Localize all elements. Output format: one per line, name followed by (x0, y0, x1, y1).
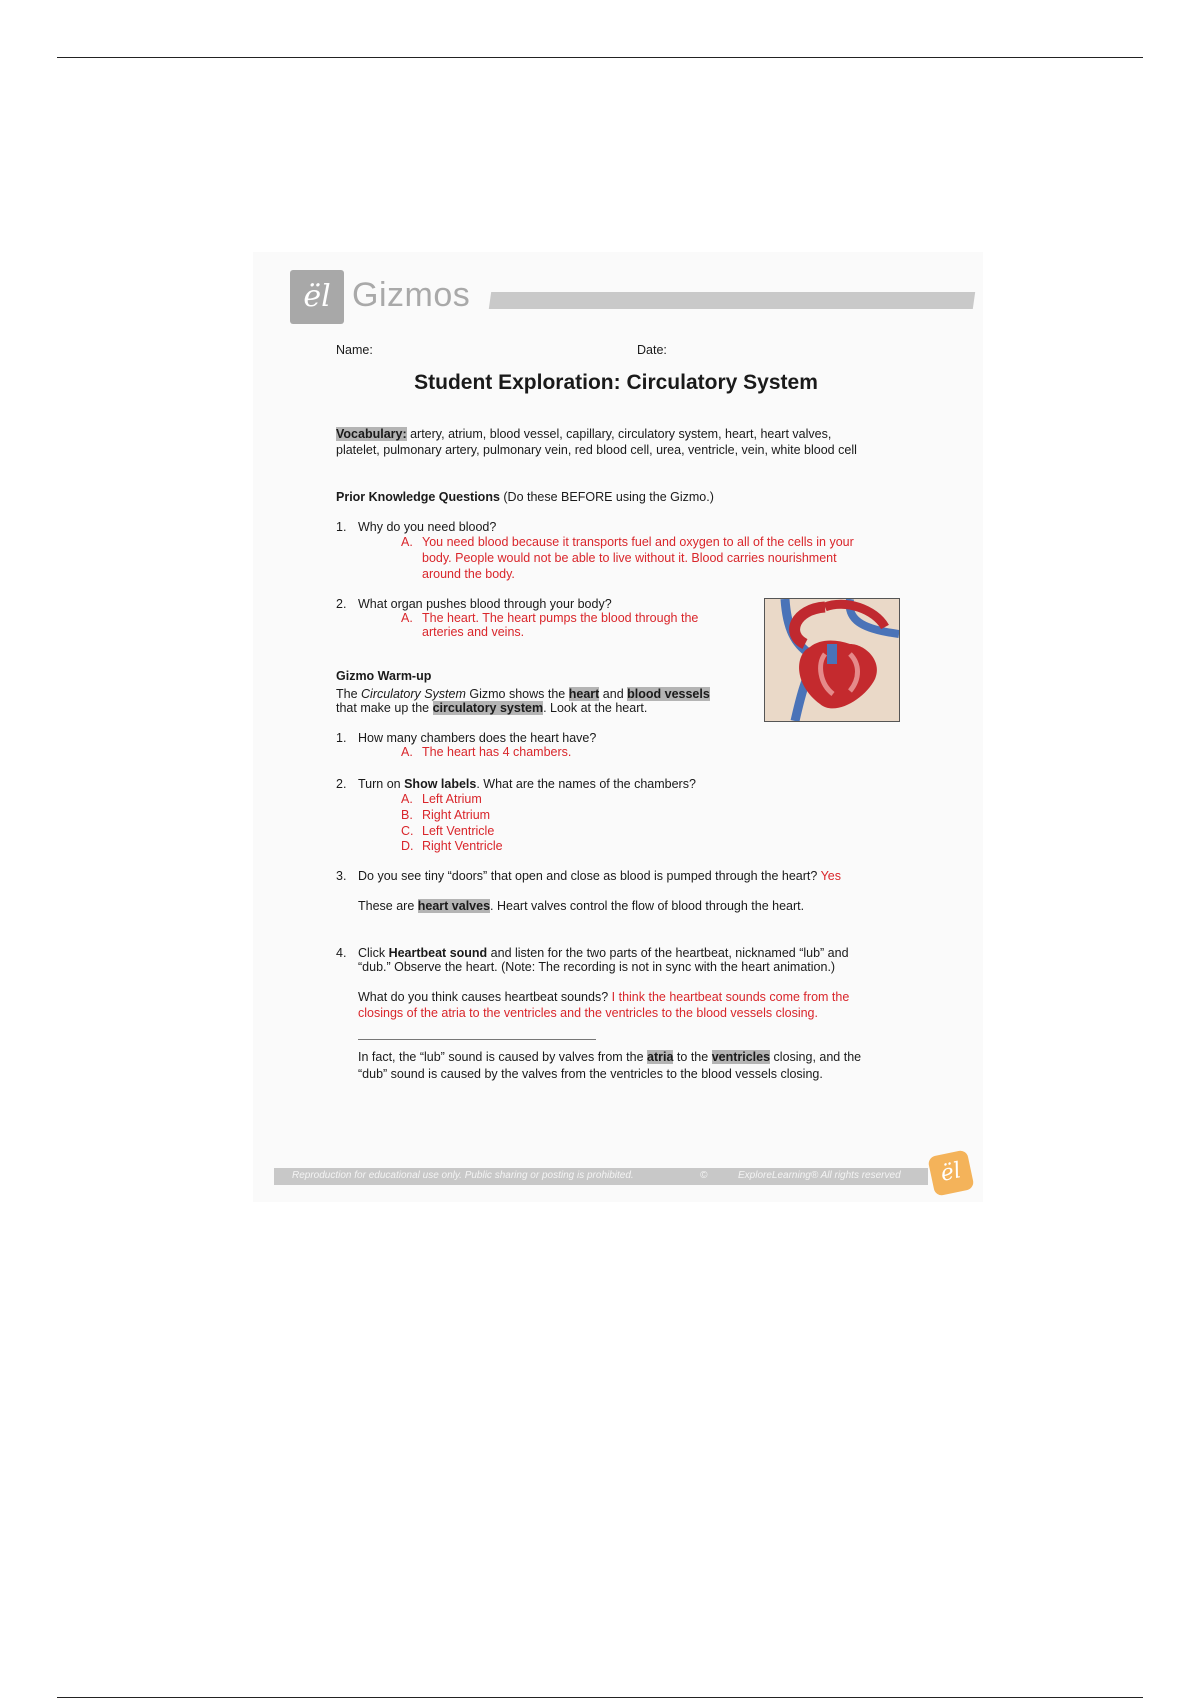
prior-q2-answer-letter: A. (401, 611, 413, 625)
warmup-intro-line-2: that make up the circulatory system. Look at the heart. (336, 701, 648, 715)
heart-valves-note: These are heart valves. Heart valves control the flow of blood through the heart. (358, 899, 805, 913)
warmup-q1-question: How many chambers does the heart have? (358, 731, 597, 745)
term-atria: atria (647, 1050, 674, 1064)
warmup-q3-answer: Yes (817, 869, 841, 883)
warmup-q1-answer-letter: A. (401, 745, 413, 759)
warmup-q4-line-2: “dub.” Observe the heart. (Note: The recording is not in sync with the heart animation.) (358, 960, 836, 974)
term-heart-valves: heart valves (417, 899, 491, 913)
top-rule (57, 57, 1143, 58)
chamber-answer: Right Ventricle (422, 839, 503, 853)
prior-q1-answer-letter: A. (401, 535, 413, 549)
warmup-q4-line-1: Click Heartbeat sound and listen for the two parts of the heartbeat, nicknamed “lub” and (358, 946, 849, 960)
prior-q1-number: 1. (336, 520, 347, 534)
explorelearning-footer-logo: ël (927, 1149, 974, 1196)
warmup-q1-number: 1. (336, 731, 347, 745)
term-ventricles: ventricles (711, 1050, 771, 1064)
prior-q2-number: 2. (336, 597, 347, 611)
vocabulary-terms-1: artery, atrium, blood vessel, capillary, circulatory system, heart, heart valves, (406, 427, 832, 441)
chamber-answer: Left Ventricle (422, 824, 495, 838)
chamber-answer-letter: C. (401, 824, 414, 838)
chamber-answer: Left Atrium (422, 792, 482, 806)
prior-q1-answer-line: body. People would not be able to live without it. Blood carries nourishment (422, 551, 837, 565)
prior-q2-answer-line: arteries and veins. (422, 625, 525, 639)
warmup-q4-answer: I think the heartbeat sounds come from the (608, 990, 850, 1004)
warmup-q4-answer-line-2: closings of the atria to the ventricles and the ventricles to the blood vessels closing. (358, 1006, 818, 1020)
warmup-q4-question: What do you think causes heartbeat sounds? I think the heartbeat sounds come from the (358, 990, 850, 1004)
footer-reproduction-notice: Reproduction for educational use only. Public sharing or posting is prohibited. (292, 1170, 634, 1181)
bottom-rule (57, 1697, 1143, 1698)
prior-q1-answer-line: You need blood because it transports fuel and oxygen to all of the cells in your (422, 535, 854, 549)
warmup-intro-line-1: The Circulatory System Gizmo shows the heart and blood vessels (336, 687, 710, 701)
warmup-q4-number: 4. (336, 946, 347, 960)
lub-dub-fact-line-2: “dub” sound is caused by the valves from the ventricles to the blood vessels closing. (358, 1067, 823, 1081)
lub-dub-fact-line-1: In fact, the “lub” sound is caused by valves from the atria to the ventricles closing, and the (358, 1050, 862, 1064)
warmup-q1-answer: The heart has 4 chambers. (422, 745, 572, 759)
vocabulary-line-1 (336, 426, 831, 442)
prior-q1-answer-line: around the body. (422, 567, 515, 581)
chamber-answer: Right Atrium (422, 808, 491, 822)
warmup-q2-question: Turn on Show labels. What are the names of the chambers? (358, 777, 696, 791)
warmup-q3-question: Do you see tiny “doors” that open and close as blood is pumped through the heart? Yes (358, 869, 841, 883)
chamber-answer-letter: A. (401, 792, 413, 806)
prior-q2-answer-line: The heart. The heart pumps the blood through the (422, 611, 699, 625)
term-circulatory-system: circulatory system (432, 701, 544, 715)
vocabulary-terms-2: platelet, pulmonary artery, pulmonary vein, red blood cell, urea, ventricle, vein, white blood cell (336, 443, 857, 457)
vocabulary-label: Vocabulary: (336, 427, 407, 441)
prior-knowledge-heading: Prior Knowledge Questions (Do these BEFORE using the Gizmo.) (336, 490, 714, 504)
footer-copyright-symbol: © (700, 1170, 708, 1181)
name-label: Name: (336, 343, 373, 357)
chamber-answer-letter: B. (401, 808, 413, 822)
prior-q2-question: What organ pushes blood through your body? (358, 597, 612, 611)
term-heart: heart (568, 687, 600, 701)
date-label: Date: (637, 343, 667, 357)
warmup-heading: Gizmo Warm-up (336, 669, 432, 683)
footer-rights: ExploreLearning® All rights reserved (738, 1170, 901, 1181)
heart-illustration (764, 598, 900, 722)
prior-q1-question: Why do you need blood? (358, 520, 497, 534)
term-blood-vessels: blood vessels (627, 687, 710, 701)
explorelearning-logo: ël (290, 270, 344, 324)
warmup-q3-number: 3. (336, 869, 347, 883)
chamber-answer-letter: D. (401, 839, 414, 853)
heart-icon (765, 599, 899, 721)
gizmos-brand: Gizmos (352, 276, 471, 314)
header-bar (489, 292, 975, 309)
answer-separator (358, 1039, 596, 1040)
warmup-q2-number: 2. (336, 777, 347, 791)
page-title: Student Exploration: Circulatory System (414, 371, 818, 394)
